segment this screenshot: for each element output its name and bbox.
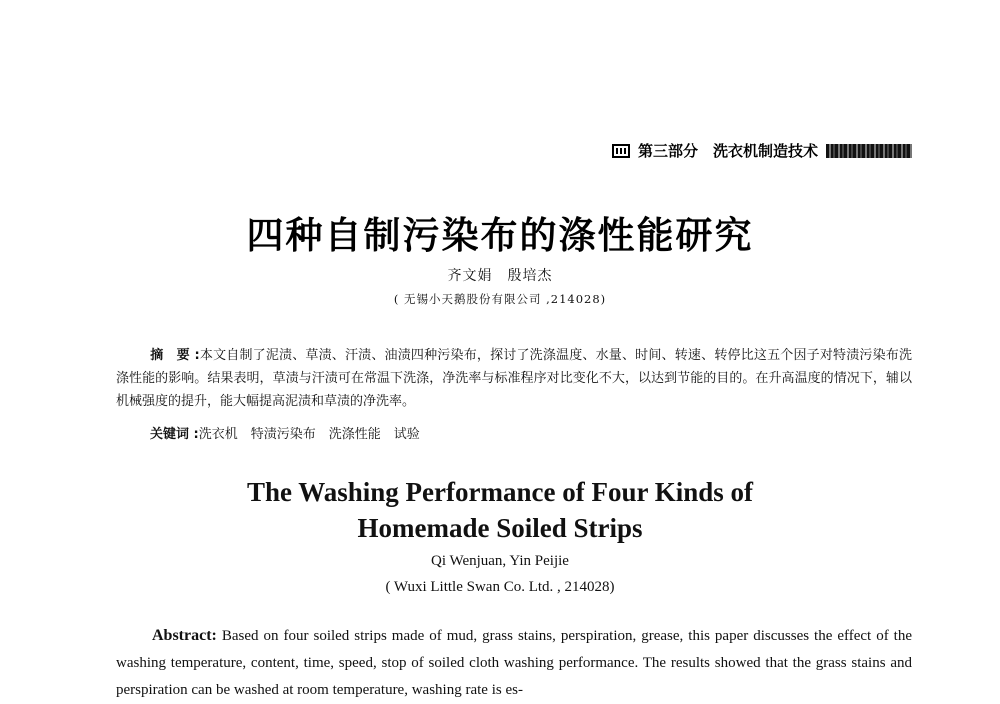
chinese-abstract-text: 本文自制了泥渍、草渍、汗渍、油渍四种污染布，探讨了洗涤温度、水量、时间、转速、转停比这五个因子对特渍污染布洗涤性能的影响。结果表明，草渍与汗渍可在常温下洗涤，净洗率与标准程序对比变化不大，以达到节能的目的。在升高温度的情况下，辅以机械强度的提升，能大幅提高泥渍和草渍的净洗率。 [116,348,912,409]
english-abstract-label: Abstract: [152,627,217,644]
chinese-title: 四种自制污染布的涤性能研究 [246,214,754,257]
chinese-authors: 齐文娟 殷培杰 [447,268,553,284]
header-bar-decoration [826,144,912,158]
english-abstract [116,622,912,704]
english-authors: Qi Wenjuan, Yin Peijie [431,553,569,569]
section-label: 第三部分 洗衣机制造技术 [637,142,818,160]
chinese-keywords-text: 洗衣机 特渍污染布 洗涤性能 试验 [198,427,420,442]
running-header [612,140,912,161]
english-title-line-1: The Washing Performance of Four Kinds of [246,477,753,507]
english-title-line-2: Homemade Soiled Strips [357,513,643,543]
english-abstract-text: Based on four soiled strips made of mud, grass stains, perspiration, grease, this paper discusses the effect of the washing temperature, content, time, speed, stop of soiled cloth washing performance. The results showed that the grass stains and perspiration can be washed at room temperature, washing rate is es- [116,628,913,698]
chinese-abstract-label: 摘 要 : [150,348,200,363]
chinese-keywords [150,423,420,442]
english-title [0,474,1000,546]
english-affiliation: ( Wuxi Little Swan Co. Ltd. , 214028) [385,579,615,595]
chinese-affiliation: ( 无锡小天鹅股份有限公司 ,214028) [393,292,607,306]
chinese-abstract [116,344,912,413]
header-square-icon [612,144,630,158]
chinese-keywords-label: 关键词 : [150,427,199,442]
